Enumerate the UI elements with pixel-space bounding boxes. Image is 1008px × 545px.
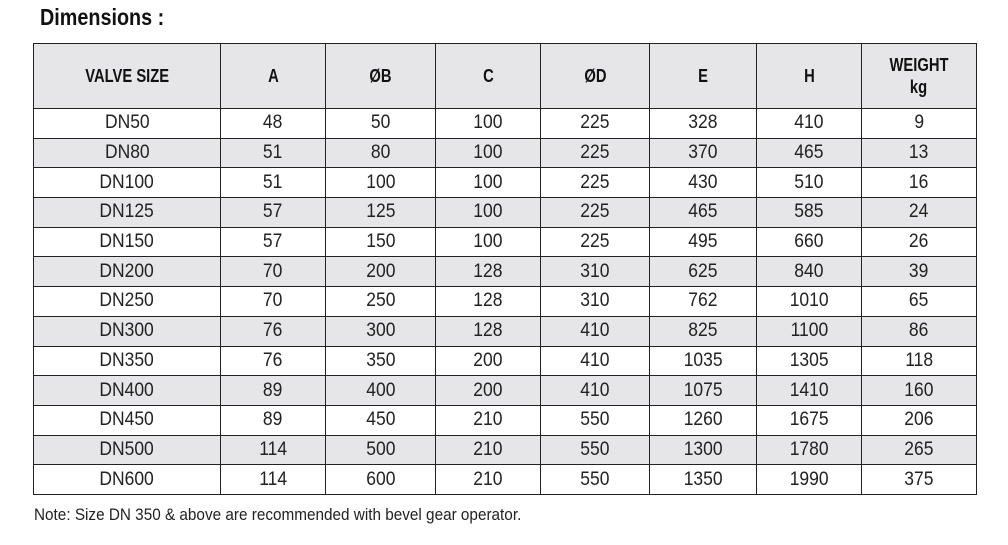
- column-header: E: [650, 44, 757, 109]
- table-row: [34, 138, 977, 168]
- c-cell: 210: [436, 405, 541, 435]
- d-diameter-cell: 310: [541, 287, 650, 317]
- d-diameter-cell: 550: [541, 465, 650, 495]
- h-cell: 660: [757, 227, 862, 257]
- valve-size-cell: DN125: [34, 198, 221, 228]
- column-header-weight: [862, 44, 977, 109]
- table-header-row: [34, 44, 977, 109]
- b-diameter-cell: 50: [326, 109, 436, 139]
- table-row: [34, 257, 977, 287]
- a-cell: 57: [221, 198, 326, 228]
- b-diameter-cell: 350: [326, 346, 436, 376]
- c-cell: 100: [436, 138, 541, 168]
- weight-cell: 9: [862, 109, 977, 139]
- weight-cell: 39: [862, 257, 977, 287]
- e-cell: 1260: [650, 405, 757, 435]
- b-diameter-cell: 125: [326, 198, 436, 228]
- valve-size-cell: DN100: [34, 168, 221, 198]
- d-diameter-cell: 225: [541, 168, 650, 198]
- e-cell: 825: [650, 316, 757, 346]
- c-cell: 210: [436, 465, 541, 495]
- table-row: [34, 376, 977, 406]
- c-cell: 128: [436, 316, 541, 346]
- weight-cell: 206: [862, 405, 977, 435]
- column-header: C: [436, 44, 541, 109]
- e-cell: 1075: [650, 376, 757, 406]
- c-cell: 128: [436, 257, 541, 287]
- b-diameter-cell: 500: [326, 435, 436, 465]
- table-row: [34, 168, 977, 198]
- b-diameter-cell: 300: [326, 316, 436, 346]
- h-cell: 1675: [757, 405, 862, 435]
- h-cell: 585: [757, 198, 862, 228]
- page-title: Dimensions :: [40, 4, 165, 30]
- table-row: [34, 346, 977, 376]
- c-cell: 100: [436, 168, 541, 198]
- valve-size-cell: DN200: [34, 257, 221, 287]
- e-cell: 1035: [650, 346, 757, 376]
- d-diameter-cell: 225: [541, 198, 650, 228]
- table-row: [34, 435, 977, 465]
- weight-cell: 26: [862, 227, 977, 257]
- c-cell: 128: [436, 287, 541, 317]
- a-cell: 76: [221, 316, 326, 346]
- valve-size-cell: DN500: [34, 435, 221, 465]
- a-cell: 89: [221, 405, 326, 435]
- a-cell: 51: [221, 168, 326, 198]
- b-diameter-cell: 600: [326, 465, 436, 495]
- e-cell: 762: [650, 287, 757, 317]
- weight-cell: 375: [862, 465, 977, 495]
- a-cell: 51: [221, 138, 326, 168]
- e-cell: 465: [650, 198, 757, 228]
- footnote: Note: Size DN 350 & above are recommended with bevel gear operator.: [34, 505, 522, 524]
- valve-size-cell: DN350: [34, 346, 221, 376]
- c-cell: 100: [436, 198, 541, 228]
- a-cell: 70: [221, 257, 326, 287]
- b-diameter-cell: 400: [326, 376, 436, 406]
- valve-size-cell: DN400: [34, 376, 221, 406]
- d-diameter-cell: 225: [541, 109, 650, 139]
- c-cell: 100: [436, 109, 541, 139]
- valve-size-cell: DN150: [34, 227, 221, 257]
- h-cell: 1990: [757, 465, 862, 495]
- d-diameter-cell: 410: [541, 376, 650, 406]
- b-diameter-cell: 450: [326, 405, 436, 435]
- table-body: [34, 109, 977, 495]
- weight-header-line1: WEIGHT: [889, 55, 949, 75]
- c-cell: 100: [436, 227, 541, 257]
- column-header: ØB: [326, 44, 436, 109]
- table-row: [34, 227, 977, 257]
- column-header: H: [757, 44, 862, 109]
- h-cell: 1410: [757, 376, 862, 406]
- e-cell: 1300: [650, 435, 757, 465]
- column-header: A: [221, 44, 326, 109]
- weight-cell: 65: [862, 287, 977, 317]
- e-cell: 328: [650, 109, 757, 139]
- weight-cell: 265: [862, 435, 977, 465]
- b-diameter-cell: 150: [326, 227, 436, 257]
- a-cell: 57: [221, 227, 326, 257]
- d-diameter-cell: 310: [541, 257, 650, 287]
- column-header: ØD: [541, 44, 650, 109]
- h-cell: 510: [757, 168, 862, 198]
- a-cell: 76: [221, 346, 326, 376]
- valve-size-cell: DN600: [34, 465, 221, 495]
- e-cell: 625: [650, 257, 757, 287]
- h-cell: 465: [757, 138, 862, 168]
- d-diameter-cell: 550: [541, 435, 650, 465]
- dimensions-table: [33, 43, 977, 495]
- weight-cell: 13: [862, 138, 977, 168]
- c-cell: 210: [436, 435, 541, 465]
- weight-cell: 24: [862, 198, 977, 228]
- column-header: VALVE SIZE: [34, 44, 221, 109]
- h-cell: 1010: [757, 287, 862, 317]
- weight-cell: 160: [862, 376, 977, 406]
- table-row: [34, 287, 977, 317]
- h-cell: 840: [757, 257, 862, 287]
- weight-header-unit: kg: [910, 77, 928, 97]
- d-diameter-cell: 225: [541, 227, 650, 257]
- h-cell: 1100: [757, 316, 862, 346]
- weight-cell: 118: [862, 346, 977, 376]
- h-cell: 1780: [757, 435, 862, 465]
- weight-cell: 16: [862, 168, 977, 198]
- valve-size-cell: DN300: [34, 316, 221, 346]
- d-diameter-cell: 225: [541, 138, 650, 168]
- d-diameter-cell: 410: [541, 346, 650, 376]
- valve-size-cell: DN450: [34, 405, 221, 435]
- b-diameter-cell: 250: [326, 287, 436, 317]
- table-row: [34, 316, 977, 346]
- table-row: [34, 465, 977, 495]
- b-diameter-cell: 100: [326, 168, 436, 198]
- table-row: [34, 405, 977, 435]
- table-row: [34, 198, 977, 228]
- b-diameter-cell: 200: [326, 257, 436, 287]
- valve-size-cell: DN50: [34, 109, 221, 139]
- d-diameter-cell: 550: [541, 405, 650, 435]
- a-cell: 89: [221, 376, 326, 406]
- c-cell: 200: [436, 346, 541, 376]
- a-cell: 70: [221, 287, 326, 317]
- e-cell: 370: [650, 138, 757, 168]
- d-diameter-cell: 410: [541, 316, 650, 346]
- e-cell: 430: [650, 168, 757, 198]
- valve-size-cell: DN80: [34, 138, 221, 168]
- weight-cell: 86: [862, 316, 977, 346]
- h-cell: 1305: [757, 346, 862, 376]
- a-cell: 48: [221, 109, 326, 139]
- e-cell: 1350: [650, 465, 757, 495]
- table-row: [34, 109, 977, 139]
- valve-size-cell: DN250: [34, 287, 221, 317]
- a-cell: 114: [221, 435, 326, 465]
- h-cell: 410: [757, 109, 862, 139]
- e-cell: 495: [650, 227, 757, 257]
- b-diameter-cell: 80: [326, 138, 436, 168]
- c-cell: 200: [436, 376, 541, 406]
- a-cell: 114: [221, 465, 326, 495]
